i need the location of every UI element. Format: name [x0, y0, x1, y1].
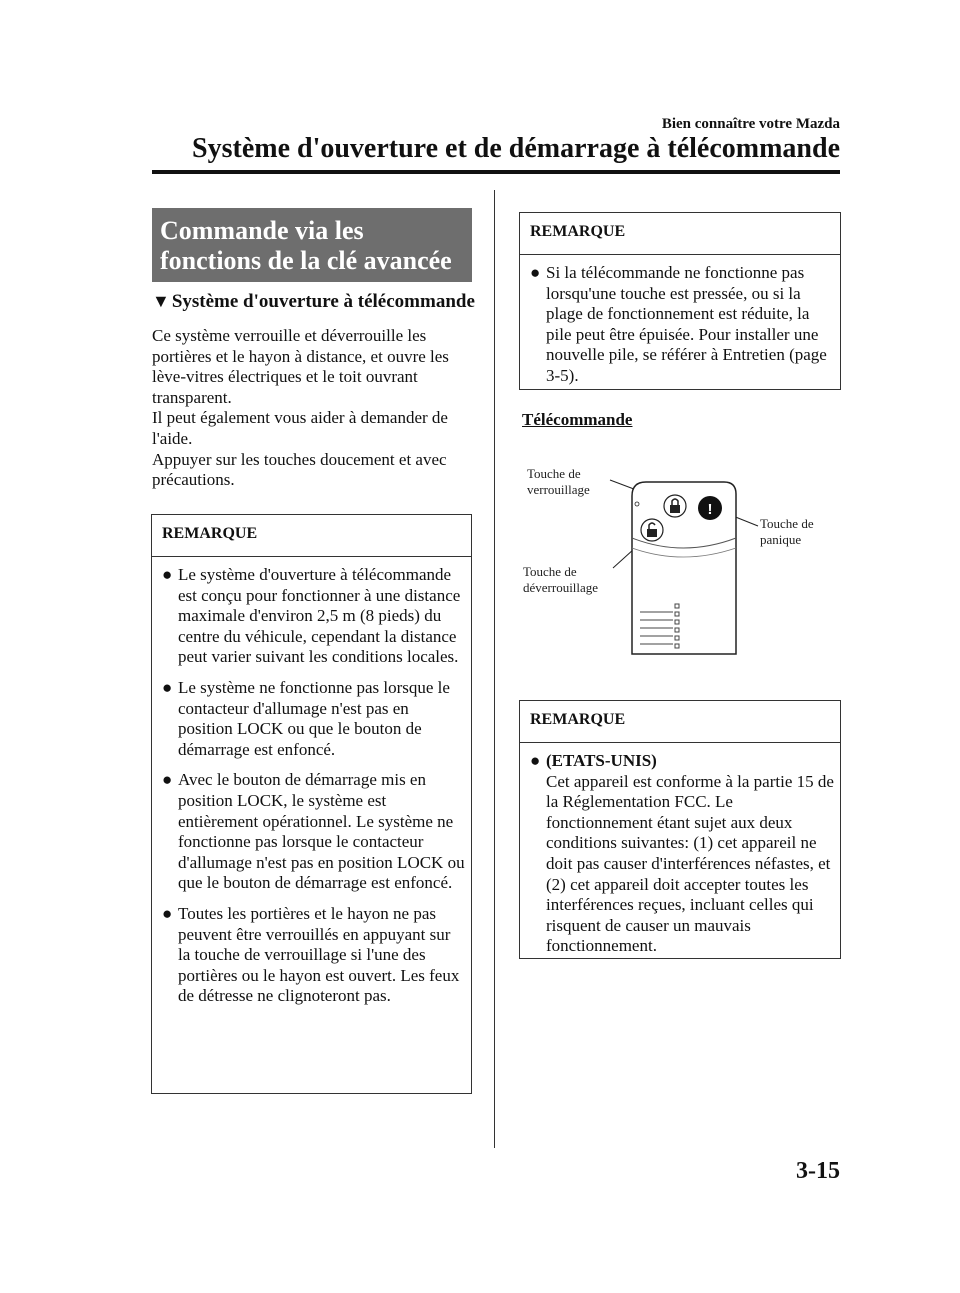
- label-panic-button: Touche de panique: [760, 516, 814, 547]
- bullet-icon: ●: [162, 903, 173, 923]
- note-box: [519, 700, 841, 959]
- note-list: [152, 557, 471, 1007]
- section-title-line1: Commande via les: [160, 216, 364, 245]
- running-header-title: Système d'ouverture et de démarrage à télécommande: [192, 133, 840, 164]
- note-item-text: Cet appareil est conforme à la partie 15 de la Réglementation FCC. Le fonctionnement étant sujet aux deux conditions suivantes: (1) cet appareil ne doit pas causer d'interférences néfastes, et (2) cet appareil doit accepter toutes les interférences reçues, incluant celles qui risquent de causer un mauvais fonctionnement.: [546, 771, 834, 956]
- subheading: [152, 291, 475, 313]
- page-number: 3-15: [796, 1158, 840, 1184]
- body-text: [152, 326, 482, 491]
- section-title-box: [152, 208, 472, 282]
- note-title: REMARQUE: [520, 213, 840, 255]
- note-item: ● Le système d'ouverture à télécommande est conçu pour fonctionner à une distance maximale d'environ 2,5 m (8 pieds) du centre du véhicule, cependant la distance peut varier suivant les conditions locales.: [162, 565, 461, 667]
- label-lock-button: Touche de verrouillage: [527, 466, 590, 497]
- note-item: ● Le système ne fonctionne pas lorsque le contacteur d'allumage n'est pas en position LOCK ou que le bouton de démarrage est enfoncé.: [162, 677, 450, 759]
- note-item: [526, 751, 834, 957]
- note-item: ● Avec le bouton de démarrage mis en position LOCK, le système est entièrement opérationnel. Le système ne fonctionne pas lorsque le contacteur d'allumage n'est pas en position LOCK ou que le bouton de démarrage est enfoncé.: [162, 770, 465, 893]
- remote-key-drawing: [515, 456, 845, 666]
- remote-key-figure: [515, 456, 845, 666]
- note-list: [520, 743, 840, 957]
- note-box: [151, 514, 472, 1094]
- note-box: [519, 212, 841, 390]
- note-title: REMARQUE: [520, 701, 840, 743]
- body-paragraph: Il peut également vous aider à demander de l'aide.: [152, 408, 448, 448]
- bullet-icon: ●: [530, 751, 541, 770]
- bullet-icon: ●: [162, 677, 173, 697]
- label-unlock-button: Touche de déverrouillage: [523, 564, 599, 595]
- header-rule: [152, 170, 840, 174]
- note-item: ● Toutes les portières et le hayon ne pas peuvent être verrouillés en appuyant sur la touche de verrouillage si l'une des portières ou le hayon est ouvert. Les feux de détresse ne clignoteront pas.: [162, 903, 460, 1006]
- triangle-down-icon: ▼: [152, 291, 170, 311]
- note-item-heading: (ETATS-UNIS): [546, 751, 657, 770]
- bullet-icon: ●: [162, 770, 173, 790]
- panic-icon: !: [707, 501, 713, 518]
- column-divider: [494, 190, 495, 1148]
- subheading-text: Système d'ouverture à télécommande: [171, 291, 475, 312]
- running-header-subtitle: Bien connaître votre Mazda: [661, 116, 840, 132]
- note-item: ● Si la télécommande ne fonctionne pas lorsqu'une touche est pressée, ou si la plage de fonctionnement est réduite, la pile peut être épuisée. Pour installer une nouvelle pile, se référer à Entretien (page 3-5).: [530, 263, 827, 385]
- bullet-icon: ●: [162, 565, 173, 584]
- figure-title: Télécommande: [522, 410, 633, 429]
- section-title-line2: fonctions de la clé avancée: [160, 246, 452, 275]
- body-paragraph: Ce système verrouille et déverrouille les portières et le hayon à distance, et ouvre les lève-vitres électriques et le toit ouvrant transparent.: [152, 326, 449, 407]
- note-list: [520, 255, 840, 387]
- bullet-icon: ●: [530, 263, 541, 282]
- body-paragraph: Appuyer sur les touches doucement et avec précautions.: [152, 449, 447, 490]
- note-title: REMARQUE: [152, 515, 471, 557]
